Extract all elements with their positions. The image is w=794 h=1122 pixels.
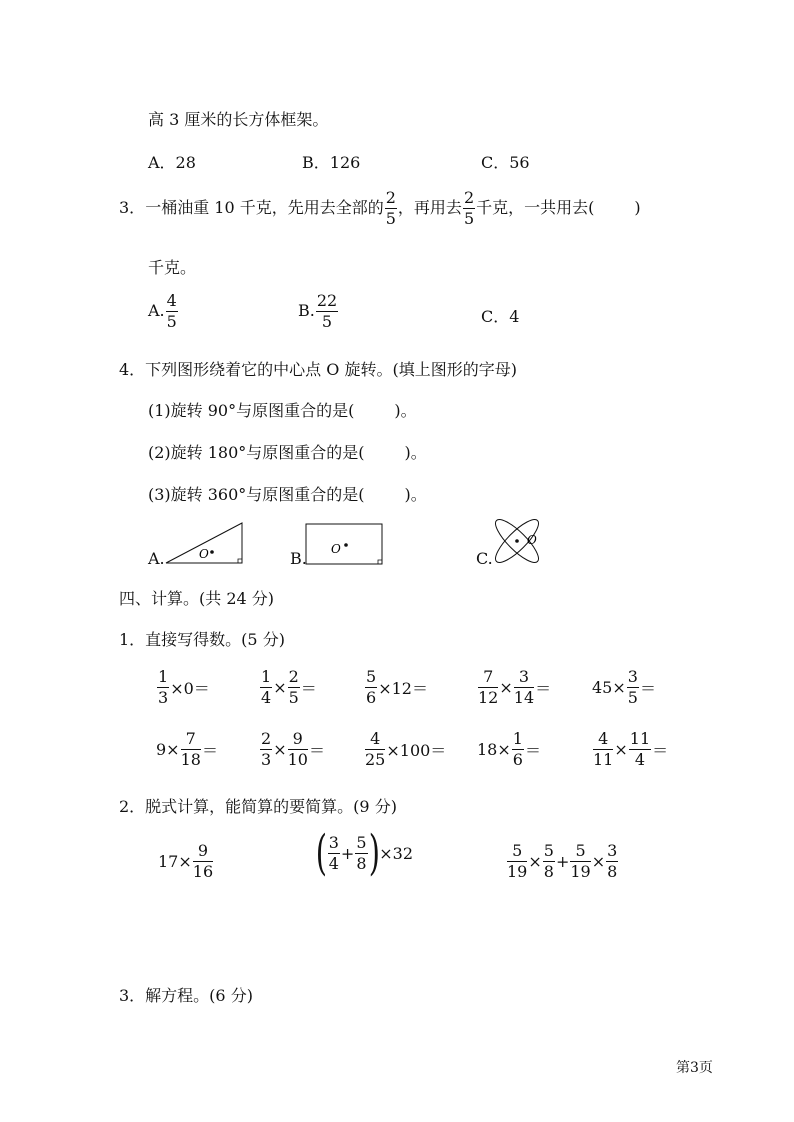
part3-title: 3．解方程。(6 分): [119, 986, 253, 1005]
center-o-label: O: [199, 547, 209, 561]
q3-text-4: ): [634, 198, 641, 217]
center-o-label: O: [331, 542, 341, 556]
fraction: $\frac{7}{18}$: [180, 729, 201, 769]
calc2-e2: ( $\frac{3}{4}$ + $\frac{5}{8}$ )×32: [315, 825, 414, 881]
q2-option-b[interactable]: B．126: [302, 153, 361, 172]
page-number: 第3页: [676, 1060, 713, 1076]
q3-stem: [119, 190, 641, 227]
q2-option-a[interactable]: A．28: [148, 153, 196, 172]
calc-r2-e1: 9× $\frac{7}{18}$ ＝: [156, 729, 218, 769]
fraction: $\frac{3}{5}$: [627, 667, 638, 707]
fraction: $\frac{3}{4}$: [328, 832, 339, 873]
calc-r1-e5: 45× $\frac{3}{5}$ ＝: [592, 667, 656, 707]
calc-r1-e2: $\frac{1}{4}$ × $\frac{2}{5}$ ＝: [261, 667, 317, 707]
calc2-e1: 17× $\frac{9}{16}$: [158, 841, 214, 881]
q2-continuation: 高 3 厘米的长方体框架。: [148, 110, 329, 129]
q3-line2: 千克。: [148, 258, 197, 277]
fraction: $\frac{2}{5}$: [288, 667, 299, 707]
fraction: $\frac{9}{10}$: [287, 729, 308, 769]
q3-option-c[interactable]: C．4: [481, 307, 520, 326]
fraction: $\frac{1}{4}$: [261, 667, 272, 707]
q4-stem: 4．下列图形绕着它的中心点 O 旋转。(填上图形的字母): [119, 360, 517, 379]
q2-option-c[interactable]: C．56: [481, 153, 530, 172]
rectangle-figure: [304, 522, 386, 566]
fraction: $\frac{3}{8}$: [607, 841, 618, 881]
figure-a-label[interactable]: A.: [148, 549, 165, 568]
fraction: $\frac{5}{6}$: [366, 667, 377, 707]
fraction: $\frac{11}{4}$: [629, 729, 651, 769]
figure-c-label[interactable]: C.: [476, 549, 493, 568]
q3-text-3: 千克，一共用去(: [476, 198, 595, 217]
part1-title: 1．直接写得数。(5 分): [119, 630, 285, 649]
calc-r2-e3: $\frac{4}{25}$ ×100＝: [365, 729, 447, 769]
fraction: $\frac{9}{16}$: [192, 841, 214, 881]
center-o-label: O: [527, 533, 537, 547]
figure-b-label[interactable]: B.: [290, 549, 307, 568]
right-bracket: ): [368, 825, 380, 881]
q3-text-2: ，再用去: [397, 198, 462, 217]
q3-option-b[interactable]: B. $\frac{22}{5}$: [298, 291, 338, 331]
four-petal-figure: [488, 512, 548, 570]
fraction: $\frac{2}{5}$: [385, 188, 396, 228]
fraction: $\frac{5}{19}$: [507, 841, 528, 881]
fraction: $\frac{3}{14}$: [513, 667, 535, 707]
left-bracket: (: [315, 825, 327, 881]
fraction: $\frac{4}{25}$: [365, 729, 386, 769]
fraction: $\frac{2}{5}$: [463, 188, 475, 228]
fraction: $\frac{4}{11}$: [593, 729, 614, 769]
calc-r2-e5: $\frac{4}{11}$ × $\frac{11}{4}$ ＝: [593, 729, 669, 769]
fraction: $\frac{7}{12}$: [478, 667, 499, 707]
calc-r2-e2: $\frac{2}{3}$ × $\frac{9}{10}$ ＝: [261, 729, 325, 769]
q4-sub2: (2)旋转 180°与原图重合的是( )。: [148, 443, 427, 462]
fraction: $\frac{22}{5}$: [316, 291, 338, 331]
q3-number: 3．: [119, 198, 146, 217]
fraction: $\frac{1}{6}$: [512, 729, 523, 769]
calc-r2-e4: 18× $\frac{1}{6}$ ＝: [477, 729, 541, 769]
fraction: $\frac{5}{19}$: [570, 841, 591, 881]
fraction: $\frac{5}{8}$: [356, 832, 367, 873]
section-heading: 四、计算。(共 24 分): [119, 589, 275, 608]
q3-text-1: 一桶油重 10 千克，先用去全部的: [145, 198, 384, 217]
calc2-e3: $\frac{5}{19}$ × $\frac{5}{8}$ + $\frac{5}{19}$ × $\frac{3}{8}$: [507, 841, 618, 881]
part2-title: 2．脱式计算，能简算的要简算。(9 分): [119, 797, 397, 816]
calc-r1-e1: $\frac{1}{3}$ ×0＝: [158, 667, 210, 707]
fraction: $\frac{5}{8}$: [543, 841, 554, 881]
fraction: $\frac{2}{3}$: [261, 729, 272, 769]
calc-r1-e4: $\frac{7}{12}$ × $\frac{3}{14}$ ＝: [478, 667, 552, 707]
fraction: $\frac{1}{3}$: [158, 667, 169, 707]
fraction: $\frac{4}{5}$: [166, 291, 177, 331]
calc-r1-e3: $\frac{5}{6}$ ×12＝: [366, 667, 428, 707]
q3-option-a[interactable]: A. $\frac{4}{5}$: [148, 291, 177, 331]
q4-sub3: (3)旋转 360°与原图重合的是( )。: [148, 485, 427, 504]
q4-sub1: (1)旋转 90°与原图重合的是( )。: [148, 401, 417, 420]
right-triangle-figure: [164, 520, 248, 566]
